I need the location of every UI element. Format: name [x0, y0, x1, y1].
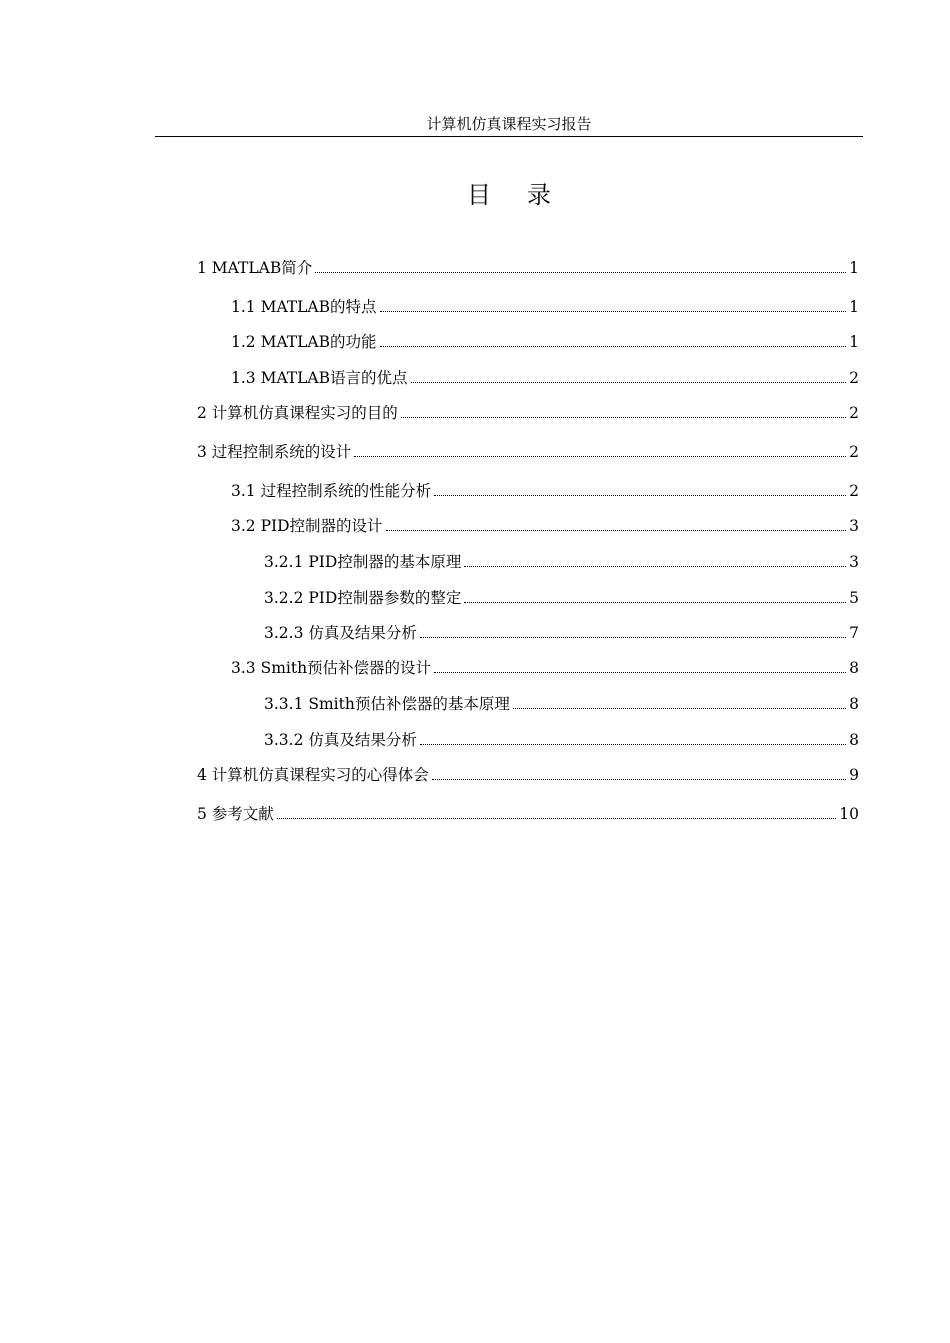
toc-entry-label: 1.1 MATLAB的特点: [231, 298, 377, 316]
toc-leader-dots: [380, 311, 847, 312]
toc-leader-dots: [432, 779, 846, 780]
toc-entry-page: 1: [849, 298, 859, 316]
toc-entry-page: 8: [849, 659, 859, 677]
toc-leader-dots: [464, 602, 846, 603]
toc-entry-label: 3.3.2 仿真及结果分析: [264, 731, 417, 749]
toc-entry-label: 3.1 过程控制系统的性能分析: [231, 482, 432, 500]
toc-entry-page: 1: [849, 259, 859, 277]
toc-entry[interactable]: [231, 331, 859, 353]
toc-leader-dots: [434, 672, 846, 673]
toc-entry-page: 1: [849, 333, 859, 351]
toc-entry-page: 7: [849, 624, 859, 642]
toc-entry-label: 3.3 Smith预估补偿器的设计: [231, 659, 432, 677]
toc-entry-label: 4 计算机仿真课程实习的心得体会: [197, 766, 429, 784]
toc-entry-label: 1.2 MATLAB的功能: [231, 333, 377, 351]
toc-entry-page: 2: [849, 443, 859, 461]
toc-entry-label: 3.3.1 Smith预估补偿器的基本原理: [264, 695, 510, 713]
toc-entry[interactable]: [231, 367, 859, 389]
toc-entry-label: 1 MATLAB简介: [197, 259, 313, 277]
toc-entry[interactable]: [197, 803, 859, 825]
toc-leader-dots: [464, 566, 846, 567]
toc-entry-page: 2: [849, 482, 859, 500]
toc-entry[interactable]: [197, 257, 859, 279]
toc-entry[interactable]: [197, 764, 859, 786]
toc-entry[interactable]: [231, 296, 859, 318]
toc-entry-label: 1.3 MATLAB语言的优点: [231, 369, 408, 387]
toc-entry-label: 5 参考文献: [197, 805, 274, 823]
running-header: 计算机仿真课程实习报告: [426, 115, 592, 133]
toc-entry-page: 5: [849, 589, 859, 607]
toc-leader-dots: [380, 346, 847, 347]
toc-entry[interactable]: [264, 587, 859, 609]
toc-leader-dots: [277, 818, 836, 819]
toc-entry-page: 9: [849, 766, 859, 784]
toc-entry[interactable]: [231, 480, 859, 502]
toc-entry[interactable]: [231, 515, 859, 537]
toc-entry[interactable]: [264, 693, 859, 715]
toc-entry[interactable]: [197, 402, 859, 424]
toc-leader-dots: [411, 382, 847, 383]
toc-entry[interactable]: [264, 622, 859, 644]
toc-entry-label: 3.2 PID控制器的设计: [231, 517, 383, 535]
toc-entry[interactable]: [264, 729, 859, 751]
toc-entry-label: 3 过程控制系统的设计: [197, 443, 352, 461]
toc-leader-dots: [401, 417, 846, 418]
toc-leader-dots: [315, 272, 846, 273]
toc-entry[interactable]: [197, 441, 859, 463]
toc-entry[interactable]: [231, 657, 859, 679]
toc-entry-label: 3.2.3 仿真及结果分析: [264, 624, 417, 642]
toc-entry-page: 3: [849, 517, 859, 535]
toc-entry-label: 3.2.2 PID控制器参数的整定: [264, 589, 462, 607]
toc-entry-page: 2: [849, 404, 859, 422]
toc-entry[interactable]: [264, 551, 859, 573]
toc-leader-dots: [386, 530, 847, 531]
toc-leader-dots: [420, 744, 846, 745]
toc-entry-label: 3.2.1 PID控制器的基本原理: [264, 553, 462, 571]
toc-leader-dots: [354, 456, 846, 457]
toc-entry-page: 3: [849, 553, 859, 571]
toc-title: 目录: [467, 181, 587, 209]
toc-entry-page: 8: [849, 695, 859, 713]
toc-leader-dots: [420, 637, 846, 638]
toc-entry-page: 10: [839, 805, 859, 823]
toc-leader-dots: [513, 708, 846, 709]
toc-entry-page: 8: [849, 731, 859, 749]
toc-leader-dots: [434, 495, 846, 496]
toc-entry-page: 2: [849, 369, 859, 387]
toc-entry-label: 2 计算机仿真课程实习的目的: [197, 404, 398, 422]
